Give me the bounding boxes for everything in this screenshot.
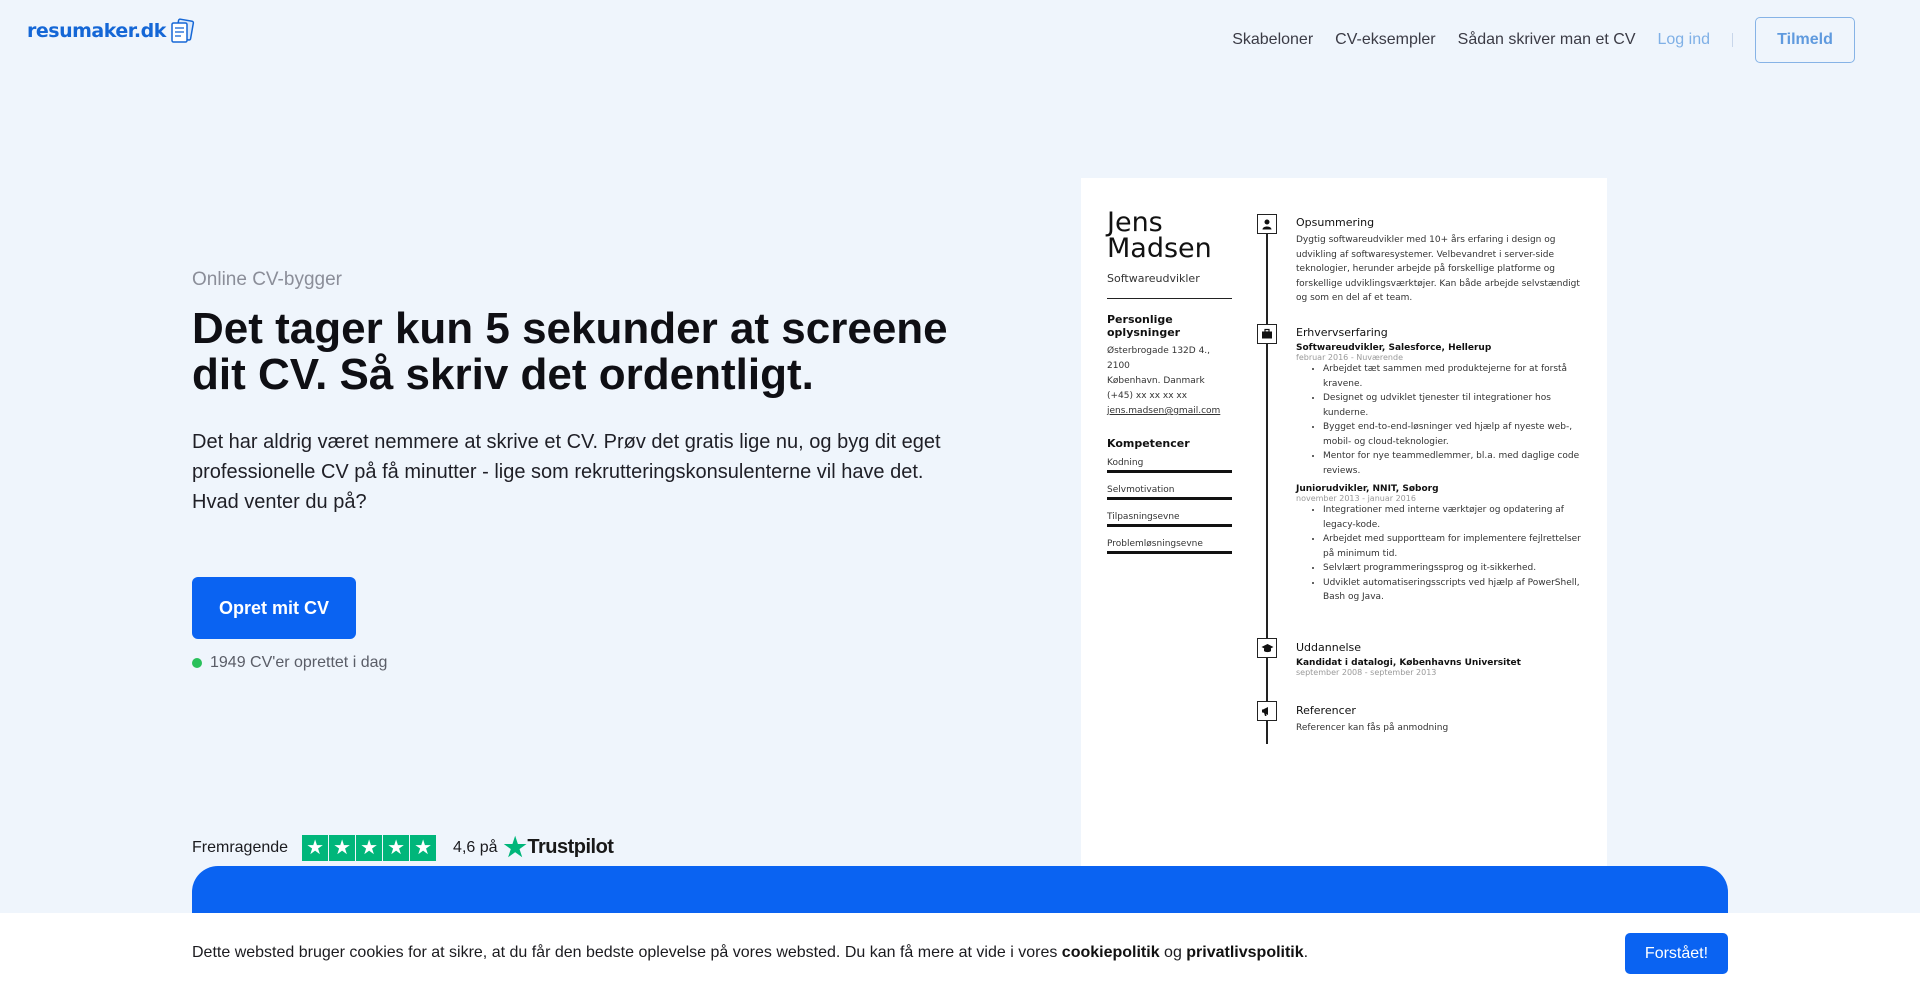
resume-timeline — [1266, 214, 1268, 744]
signup-button[interactable]: Tilmeld — [1755, 17, 1855, 63]
resume-sidebar — [1107, 207, 1232, 554]
star-icon: ★ — [329, 835, 355, 861]
cookie-text-end: . — [1303, 944, 1309, 961]
resume-summary-text: Dygtig softwareudvikler med 10+ års erfaring i design og udvikling af softwaresystemer. Velbevandret i server-side teknologier, herunder arbejde på forskellige platforme og forskellige udviklingsværktøjer. Kan både arbejde selvstændigt og som en del af et team. — [1296, 235, 1580, 303]
resume-references-heading: Referencer — [1296, 704, 1356, 717]
resume-education-heading: Uddannelse — [1296, 641, 1362, 654]
hero-description: Det har aldrig været nemmere at skrive et CV. Prøv det gratis lige nu, og byg dit eget professionelle CV på få minutter - lige som rekrutteringskonsulenterne vil have det. Hvad venter du på? — [192, 431, 941, 513]
skill-level-bar — [1107, 470, 1232, 473]
login-link[interactable]: Log ind — [1657, 31, 1710, 48]
trustpilot-label: Fremragende — [192, 838, 289, 856]
resume-experience-section — [1296, 326, 1586, 605]
hero-eyebrow: Online CV-bygger — [192, 269, 342, 290]
accept-cookies-button[interactable]: Forstået! — [1625, 933, 1728, 974]
resume-address: København. Danmark — [1107, 376, 1205, 386]
nav-divider — [1732, 33, 1733, 47]
resume-preview — [1081, 178, 1607, 868]
cookie-policy-link[interactable]: cookiepolitik — [1061, 944, 1160, 961]
resume-job-date: februar 2016 - Nuværende — [1296, 353, 1403, 362]
resume-references-section — [1296, 704, 1586, 736]
resume-divider — [1107, 298, 1232, 299]
cookie-text — [192, 944, 1308, 962]
resume-bullet: • Bygget end-to-end-løsninger ved hjælp af nyeste web-, mobil- og cloud-teknologier. — [1323, 420, 1586, 449]
trustpilot-rating[interactable] — [192, 832, 613, 863]
cookie-text-body: Dette websted bruger cookies for at sikre, at du får den bedste oplevelse på vores websted. Du kan få mere at vide i vores — [192, 944, 1062, 961]
resume-skill: Problemløsningsevne — [1107, 539, 1203, 549]
hero-headline: Det tager kun 5 sekunder at screene dit CV. Så skriv det ordentligt. — [192, 304, 948, 399]
skill-level-bar — [1107, 551, 1232, 554]
cookie-text-conjunction: og — [1159, 944, 1187, 961]
resume-skill: Selvmotivation — [1107, 485, 1175, 495]
nav-link-templates[interactable]: Skabeloner — [1232, 31, 1314, 48]
resume-bullet: • Udviklet automatiseringsscripts ved hjælp af PowerShell, Bash og Java. — [1323, 576, 1586, 605]
resume-last-name: Madsen — [1107, 233, 1212, 264]
resume-references-text: Referencer kan fås på anmodning — [1296, 723, 1449, 733]
star-icon: ★ — [383, 835, 409, 861]
resume-summary-section — [1296, 216, 1586, 306]
cv-counter — [192, 654, 387, 672]
skill-level-bar — [1107, 497, 1232, 500]
star-icon: ★ — [410, 835, 436, 861]
resume-education-date: september 2008 - september 2013 — [1296, 668, 1437, 677]
resume-education-section — [1296, 641, 1586, 677]
resume-address: Østerbrogade 132D 4., 2100 — [1107, 346, 1211, 371]
online-dot-icon — [192, 658, 202, 668]
resume-role: Softwareudvikler — [1107, 272, 1200, 285]
create-cv-button[interactable]: Opret mit CV — [192, 577, 356, 639]
resume-job-title: Softwareudvikler, Salesforce, Hellerup — [1296, 343, 1492, 353]
resume-bullet: • Mentor for nye teammedlemmer, bl.a. med daglige code reviews. — [1323, 449, 1586, 478]
cookie-banner — [0, 913, 1920, 993]
resume-document-icon — [168, 18, 198, 44]
nav-link-cv-examples[interactable]: CV-eksempler — [1335, 31, 1436, 48]
resume-summary-heading: Opsummering — [1296, 216, 1375, 229]
graduation-cap-icon — [1257, 638, 1277, 658]
resume-personal-heading: Personlige oplysninger — [1107, 313, 1181, 339]
trustpilot-star-icon: ★ — [503, 832, 527, 862]
trustpilot-logo — [504, 832, 614, 863]
resume-bullet: • Designet og udviklet tjenester til integrationer hos kunderne. — [1323, 391, 1586, 420]
nav-link-how-to-write-cv[interactable]: Sådan skriver man et CV — [1457, 31, 1636, 48]
briefcase-icon — [1257, 324, 1277, 344]
logo-text: resumaker.dk — [27, 20, 166, 42]
resume-skill: Kodning — [1107, 458, 1144, 468]
star-icon: ★ — [356, 835, 382, 861]
resume-phone: (+45) xx xx xx xx — [1107, 391, 1188, 401]
resume-bullet: • Arbejdet tæt sammen med produktejerne for at forstå kravene. — [1323, 362, 1586, 391]
privacy-policy-link[interactable]: privatlivspolitik — [1186, 944, 1304, 961]
skill-level-bar — [1107, 524, 1232, 527]
cv-counter-text: 1949 CV'er oprettet i dag — [210, 654, 388, 671]
main-nav — [1232, 17, 1920, 63]
resume-education-title: Kandidat i datalogi, Københavns Universitet — [1296, 658, 1521, 668]
trustpilot-score: 4,6 på — [453, 838, 498, 856]
star-icon: ★ — [302, 835, 328, 861]
person-icon — [1257, 214, 1277, 234]
resume-bullet: • Arbejdet med supportteam for implementere fejlrettelser på minimum tid. — [1323, 532, 1586, 561]
trustpilot-stars — [302, 835, 437, 861]
resume-bullet: • Selvlært programmeringssprog og it-sikkerhed. — [1323, 561, 1586, 576]
resume-job-date: november 2013 - januar 2016 — [1296, 494, 1416, 503]
trustpilot-brand: Trustpilot — [527, 836, 614, 858]
resume-experience-heading: Erhvervserfaring — [1296, 326, 1388, 339]
resume-skill: Tilpasningsevne — [1107, 512, 1180, 522]
resume-skills-heading: Kompetencer — [1107, 437, 1190, 450]
resume-job-bullets — [1296, 362, 1586, 478]
logo[interactable] — [27, 18, 198, 44]
resume-email: jens.madsen@gmail.com — [1107, 406, 1221, 416]
resume-job-bullets — [1296, 503, 1586, 605]
megaphone-icon — [1257, 701, 1277, 721]
resume-bullet: • Integrationer med interne værktøjer og opdatering af legacy-kode. — [1323, 503, 1586, 532]
resume-job-title: Juniorudvikler, NNIT, Søborg — [1296, 484, 1439, 494]
resume-first-name: Jens — [1107, 207, 1163, 238]
